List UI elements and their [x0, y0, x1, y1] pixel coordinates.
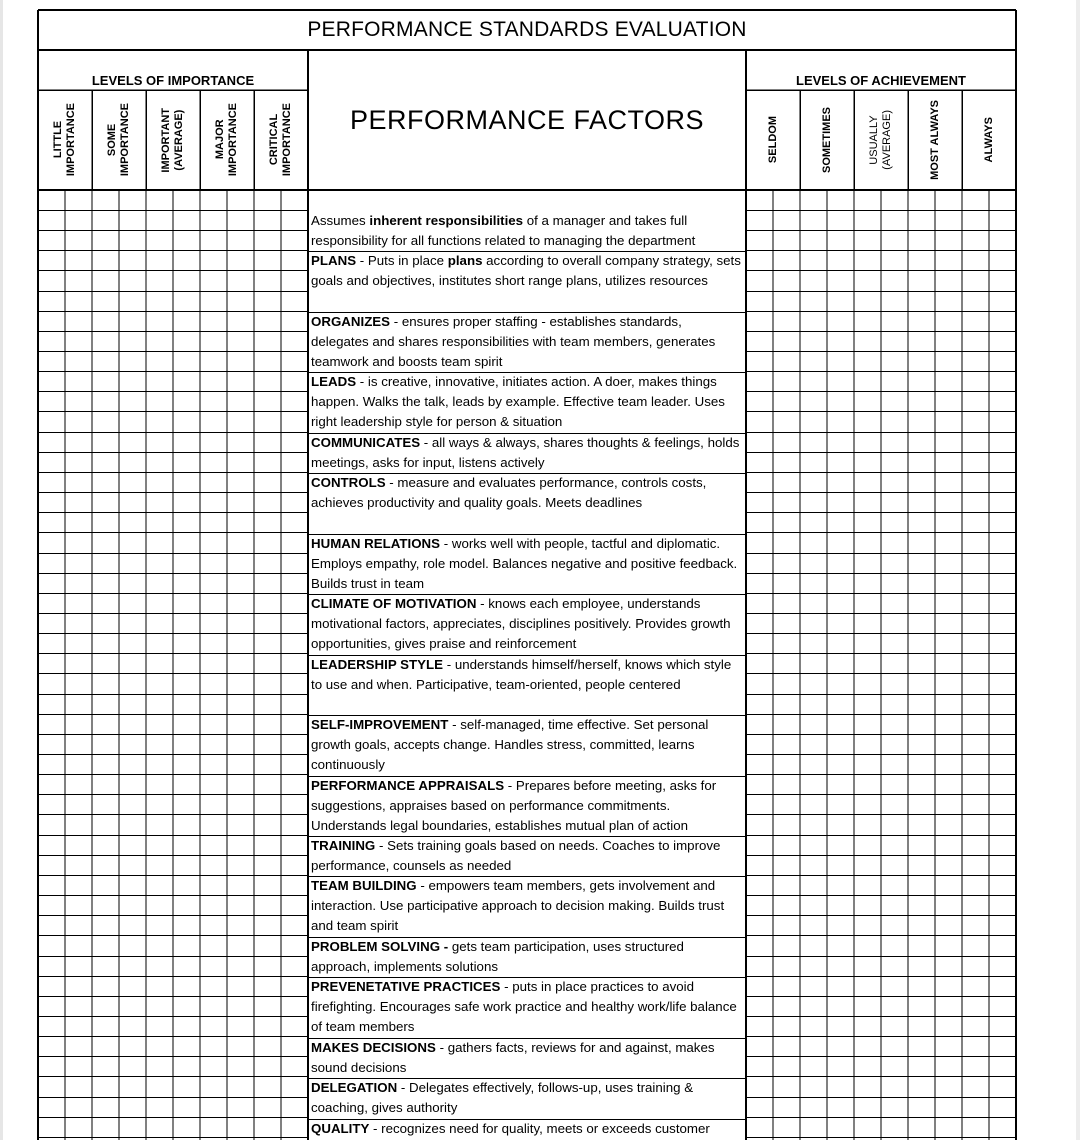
- factor-makes-decisions: MAKES DECISIONS - gathers facts, reviews for and against, makes sound decisions: [311, 1040, 715, 1076]
- performance-factors-heading: PERFORMANCE FACTORS: [349, 105, 705, 135]
- factor-preventative-practices: PREVENETATIVE PRACTICES - puts in place practices to avoid firefighting. Encourages safe work practice and healthy work/life balance of team members: [311, 979, 737, 1035]
- achievement-level-always: ALWAYS: [982, 117, 995, 163]
- importance-level-critical: CRITICAL IMPORTANCE: [268, 103, 293, 177]
- factor-performance-appraisals: PERFORMANCE APPRAISALS - Prepares before meeting, asks for suggestions, appraises based on performance commitments. Understands legal boundaries, establishes mutual plan of action: [311, 778, 717, 834]
- factor-problem-solving: PROBLEM SOLVING - gets team participation, uses structured approach, implements solutions: [311, 939, 684, 975]
- factor-organizes: ORGANIZES - ensures proper staffing - establishes standards, delegates and shares responsibilities with team members, generates teamwork and boosts team spirit: [311, 314, 716, 370]
- achievement-level-most-always: MOST ALWAYS: [928, 100, 941, 180]
- importance-level-average: IMPORTANT (AVERAGE): [160, 107, 185, 173]
- importance-level-little: LITTLE IMPORTANCE: [52, 103, 77, 177]
- factor-communicates: COMMUNICATES - all ways & always, shares thoughts & feelings, holds meetings, asks for input, listens actively: [311, 435, 740, 471]
- factor-quality: QUALITY - recognizes need for quality, meets or exceeds customer: [311, 1121, 710, 1136]
- factor-human-relations: HUMAN RELATIONS - works well with people, tactful and diplomatic. Employs empathy, role model. Balances negative and positive feedback. Builds trust in team: [311, 536, 738, 592]
- importance-level-some: SOME IMPORTANCE: [106, 103, 131, 177]
- achievement-level-sometimes: SOMETIMES: [820, 106, 833, 173]
- importance-level-major: MAJOR IMPORTANCE: [214, 103, 239, 177]
- factor-leads: LEADS - is creative, innovative, initiates action. A doer, makes things happen. Walks the talk, leads by example. Effective team leader. Uses right leadership style for person & situation: [311, 374, 725, 430]
- levels-of-achievement-heading: LEVELS OF ACHIEVEMENT: [796, 72, 966, 88]
- achievement-level-usually: USUALLY (AVERAGE): [868, 110, 893, 170]
- factor-training: TRAINING - Sets training goals based on needs. Coaches to improve performance, counsels as needed: [311, 838, 721, 874]
- factor-climate-of-motivation: CLIMATE OF MOTIVATION - knows each employee, understands motivational factors, appreciates, disciplines positively. Provides growth opportunities, gives praise and reinforcement: [311, 596, 731, 652]
- factor-plans: PLANS - Puts in place plans according to overall company strategy, sets goals and objectives, institutes short range plans, utilizes resources: [311, 253, 741, 289]
- factor-self-improvement: SELF-IMPROVEMENT - self-managed, time effective. Set personal growth goals, accepts change. Handles stress, committed, learns continuously: [311, 717, 709, 773]
- levels-of-importance-heading: LEVELS OF IMPORTANCE: [91, 72, 255, 88]
- factor-leadership-style: LEADERSHIP STYLE - understands himself/herself, knows which style to use and when. Participative, team-oriented, people centered: [311, 657, 732, 693]
- factor-controls: CONTROLS - measure and evaluates performance, controls costs, achieves productivity and quality goals. Meets deadlines: [311, 475, 707, 511]
- achievement-level-seldom: SELDOM: [766, 116, 779, 164]
- factor-delegation: DELEGATION - Delegates effectively, follows-up, uses training & coaching, gives authority: [311, 1080, 694, 1116]
- factor-team-building: TEAM BUILDING - empowers team members, gets involvement and interaction. Use participative approach to decision making. Builds trust and team spirit: [311, 878, 725, 934]
- form-title: PERFORMANCE STANDARDS EVALUATION: [307, 18, 747, 41]
- factor-inherent-responsibilities: Assumes inherent responsibilities of a manager and takes full responsibility for all functions related to managing the department: [311, 213, 696, 249]
